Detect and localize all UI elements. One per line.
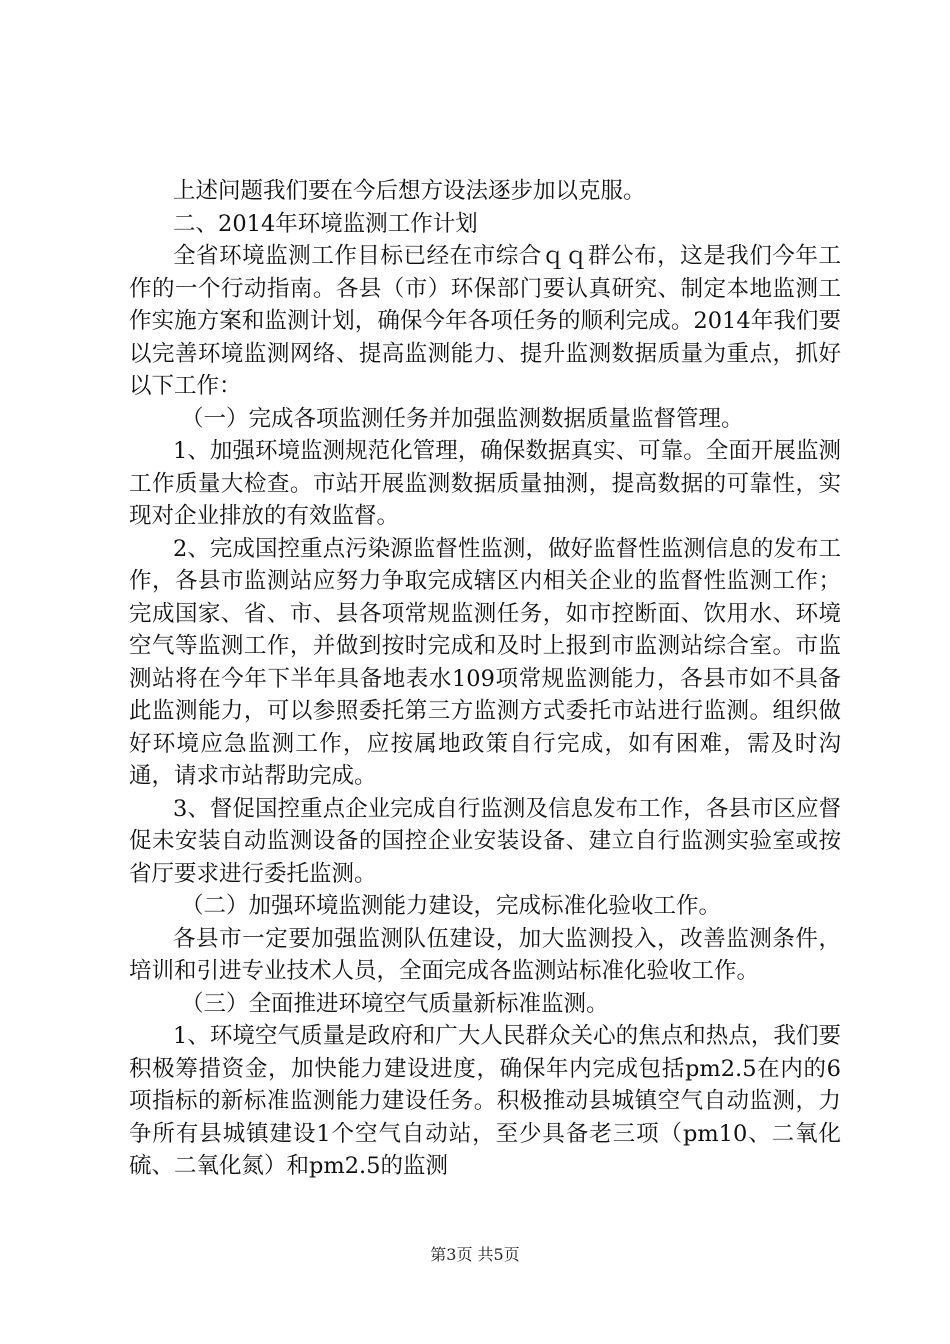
subheading-two: （二）加强环境监测能力建设，完成标准化验收工作。: [181, 893, 722, 919]
paragraph-air-quality: 1、环境空气质量是政府和广大人民群众关心的焦点和热点，我们要积极筹措资金，加快能力建设进度，确保年内完成包括pm2.5在内的6项指标的新标准监测能力建设任务。积极推动县城镇空气自动监测，力争所有县城镇建设1个空气自动站，至少具备老三项（pm10、二氧化硫、二氧化氮）和pm2.5的监测: [129, 1023, 841, 1179]
page-footer: 第3页 共5页: [430, 1245, 520, 1264]
body-text: [129, 175, 841, 1183]
paragraph-capacity: 各县市一定要加强监测队伍建设，加大监测投入，改善监测条件，培训和引进专业技术人员，全面完成各监测站标准化验收工作。: [129, 925, 841, 984]
paragraph-plan-intro: 全省环境监测工作目标已经在市综合ｑｑ群公布，这是我们今年工作的一个行动指南。各县（市）环保部门要认真研究、制定本地监测工作实施方案和监测计划，确保今年各项任务的顺利完成。2014年我们要以完善环境监测网络、提高监测能力、提升监测数据质量为重点，抓好以下工作：: [129, 243, 841, 399]
subheading-three: （三）全面推进环境空气质量新标准监测。: [181, 990, 609, 1017]
subheading-one: （一）完成各项监测任务并加强监测数据质量监督管理。: [181, 405, 744, 432]
section-heading-2014-plan: 二、2014年环境监测工作计划: [173, 210, 478, 237]
paragraph-problem-summary: 上述问题我们要在今后想方设法逐步加以克服。: [173, 178, 646, 204]
paragraph-item-2: 2、完成国控重点污染源监督性监测，做好监督性监测信息的发布工作，各县市监测站应努力争取完成辖区内相关企业的监督性监测工作；完成国家、省、市、县各项常规监测任务，如市控断面、饮用水、环境空气等监测工作，并做到按时完成和及时上报到市监测站综合室。市监测站将在今年下半年具备地表水109项常规监测能力，各县市如不具备此监测能力，可以参照委托第三方监测方式委托市站进行监测。组织做好环境应急监测工作，应按属地政策自行完成，如有困难，需及时沟通，请求市站帮助完成。: [129, 535, 841, 789]
paragraph-item-1: 1、加强环境监测规范化管理，确保数据真实、可靠。全面开展监测工作质量大检查。市站开展监测数据质量抽测，提高数据的可靠性，实现对企业排放的有效监督。: [129, 438, 841, 529]
paragraph-item-3: 3、督促国控重点企业完成自行监测及信息发布工作，各县市区应督促未安装自动监测设备的国控企业安装设备、建立自行监测实验室或按省厅要求进行委托监测。: [129, 795, 841, 887]
